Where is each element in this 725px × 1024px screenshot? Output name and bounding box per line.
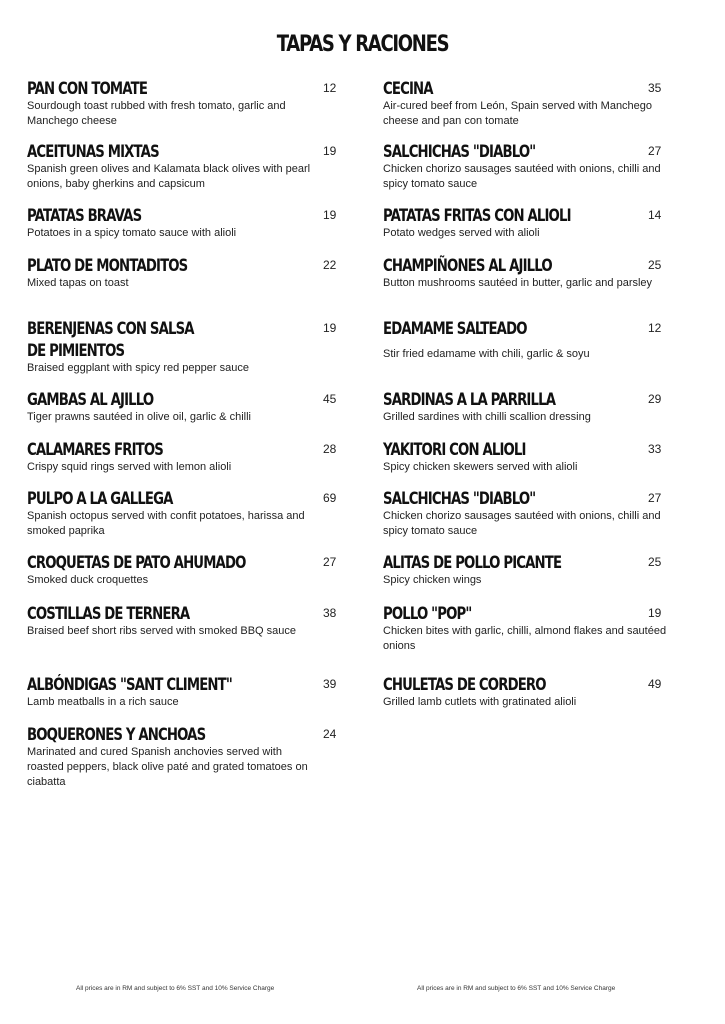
item-name: PAN CON TOMATE xyxy=(27,79,148,99)
item-price: 27 xyxy=(648,144,662,158)
item-price: 12 xyxy=(323,81,337,95)
item-name: ALITAS DE POLLO PICANTE xyxy=(383,553,562,573)
item-description: Spicy chicken wings xyxy=(383,574,482,586)
menu-item xyxy=(383,553,683,588)
item-price: 29 xyxy=(648,392,662,406)
item-price: 35 xyxy=(648,81,662,95)
menu-item xyxy=(27,489,337,539)
menu-item xyxy=(27,390,337,425)
item-name: SARDINAS A LA PARRILLA xyxy=(383,390,556,410)
item-description: Crispy squid rings served with lemon alioli xyxy=(27,461,232,473)
item-price: 19 xyxy=(323,144,337,158)
item-name: PLATO DE MONTADITOS xyxy=(27,256,188,276)
menu-item xyxy=(27,553,337,588)
item-price: 25 xyxy=(648,258,662,272)
item-description: Spanish green olives and Kalamata black olives with pearl onions, baby gherkins and capsicum xyxy=(27,163,311,190)
menu-item xyxy=(383,206,683,241)
item-name: EDAMAME SALTEADO xyxy=(383,319,527,339)
item-price: 27 xyxy=(323,555,337,569)
menu-item xyxy=(383,390,683,425)
item-price: 33 xyxy=(648,442,662,456)
item-description: Chicken chorizo sausages sautéed with onions, chilli and spicy tomato sauce xyxy=(383,163,661,190)
item-price: 39 xyxy=(323,677,337,691)
item-name: ALBÓNDIGAS "SANT CLIMENT" xyxy=(27,675,232,695)
item-description: Grilled lamb cutlets with gratinated alioli xyxy=(383,696,577,708)
menu-item xyxy=(27,256,337,291)
item-price: 24 xyxy=(323,727,337,741)
item-description: Marinated and cured Spanish anchovies served with roasted peppers, black olive paté and grated tomatoes on ciabatta xyxy=(27,746,308,788)
item-description: Tiger prawns sautéed in olive oil, garlic & chilli xyxy=(27,411,251,423)
item-description: Sourdough toast rubbed with fresh tomato, garlic and Manchego cheese xyxy=(27,100,286,127)
item-description: Chicken bites with garlic, chilli, almond flakes and sautéed onions xyxy=(383,625,667,652)
item-price: 22 xyxy=(323,258,337,272)
menu-item xyxy=(383,256,683,291)
menu-item xyxy=(383,604,683,654)
footer-note-right: All prices are in RM and subject to 6% SST and 10% Service Charge xyxy=(417,985,616,992)
item-price: 49 xyxy=(648,677,662,691)
item-description: Braised eggplant with spicy red pepper sauce xyxy=(27,362,249,374)
menu-title: TAPAS Y RACIONES xyxy=(276,32,449,57)
item-price: 27 xyxy=(648,491,662,505)
menu-item xyxy=(383,489,683,539)
item-name: BERENJENAS CON SALSA xyxy=(27,319,194,339)
menu-item xyxy=(27,79,337,129)
item-name: ACEITUNAS MIXTAS xyxy=(27,142,159,162)
item-description: Spanish octopus served with confit potatoes, harissa and smoked paprika xyxy=(27,510,305,537)
menu-item xyxy=(383,440,683,475)
menu-item xyxy=(27,206,337,241)
item-price: 25 xyxy=(648,555,662,569)
item-price: 69 xyxy=(323,491,337,505)
item-description: Potato wedges served with alioli xyxy=(383,227,540,239)
item-description: Stir fried edamame with chili, garlic & soyu xyxy=(383,348,590,360)
footer-note-left: All prices are in RM and subject to 6% SST and 10% Service Charge xyxy=(76,985,275,992)
item-price: 19 xyxy=(323,208,337,222)
item-description: Mixed tapas on toast xyxy=(27,277,129,289)
item-price: 14 xyxy=(648,208,662,222)
item-name: CHULETAS DE CORDERO xyxy=(383,675,546,695)
item-name: SALCHICHAS "DIABLO" xyxy=(383,142,536,162)
item-description: Air-cured beef from León, Spain served with Manchego cheese and pan con tomate xyxy=(383,100,653,127)
item-name-line-2: DE PIMIENTOS xyxy=(27,341,125,361)
item-name: PATATAS BRAVAS xyxy=(27,206,142,226)
item-description: Braised beef short ribs served with smoked BBQ sauce xyxy=(27,625,297,637)
item-description: Button mushrooms sautéed in butter, garlic and parsley xyxy=(383,277,653,289)
item-name: CALAMARES FRITOS xyxy=(27,440,163,460)
item-name: CROQUETAS DE PATO AHUMADO xyxy=(27,553,246,573)
menu-item xyxy=(27,319,337,376)
menu-item xyxy=(383,675,683,710)
item-description: Grilled sardines with chilli scallion dressing xyxy=(383,411,591,423)
item-name: GAMBAS AL AJILLO xyxy=(27,390,154,410)
item-description: Smoked duck croquettes xyxy=(27,574,149,586)
item-description: Potatoes in a spicy tomato sauce with alioli xyxy=(27,227,237,239)
menu-item xyxy=(27,725,337,790)
menu-item xyxy=(383,79,683,129)
item-name: CECINA xyxy=(383,79,433,99)
item-name: SALCHICHAS "DIABLO" xyxy=(383,489,536,509)
item-price: 38 xyxy=(323,606,337,620)
item-name: POLLO "POP" xyxy=(383,604,472,624)
item-price: 19 xyxy=(648,606,662,620)
menu-item xyxy=(27,142,337,192)
menu-item xyxy=(27,440,337,475)
item-description: Lamb meatballs in a rich sauce xyxy=(27,696,179,708)
item-name: PULPO A LA GALLEGA xyxy=(27,489,173,509)
menu-item xyxy=(27,675,337,710)
item-name: COSTILLAS DE TERNERA xyxy=(27,604,190,624)
item-price: 12 xyxy=(648,321,662,335)
menu-item xyxy=(383,142,683,192)
item-name: PATATAS FRITAS CON ALIOLI xyxy=(383,206,571,226)
item-name: CHAMPIÑONES AL AJILLO xyxy=(383,256,552,276)
item-name: BOQUERONES Y ANCHOAS xyxy=(27,725,206,745)
menu-item xyxy=(27,604,337,639)
item-price: 19 xyxy=(323,321,337,335)
item-description: Chicken chorizo sausages sautéed with onions, chilli and spicy tomato sauce xyxy=(383,510,661,537)
item-price: 28 xyxy=(323,442,337,456)
menu-item xyxy=(383,319,683,362)
item-description: Spicy chicken skewers served with alioli xyxy=(383,461,578,473)
item-price: 45 xyxy=(323,392,337,406)
item-name: YAKITORI CON ALIOLI xyxy=(383,440,526,460)
